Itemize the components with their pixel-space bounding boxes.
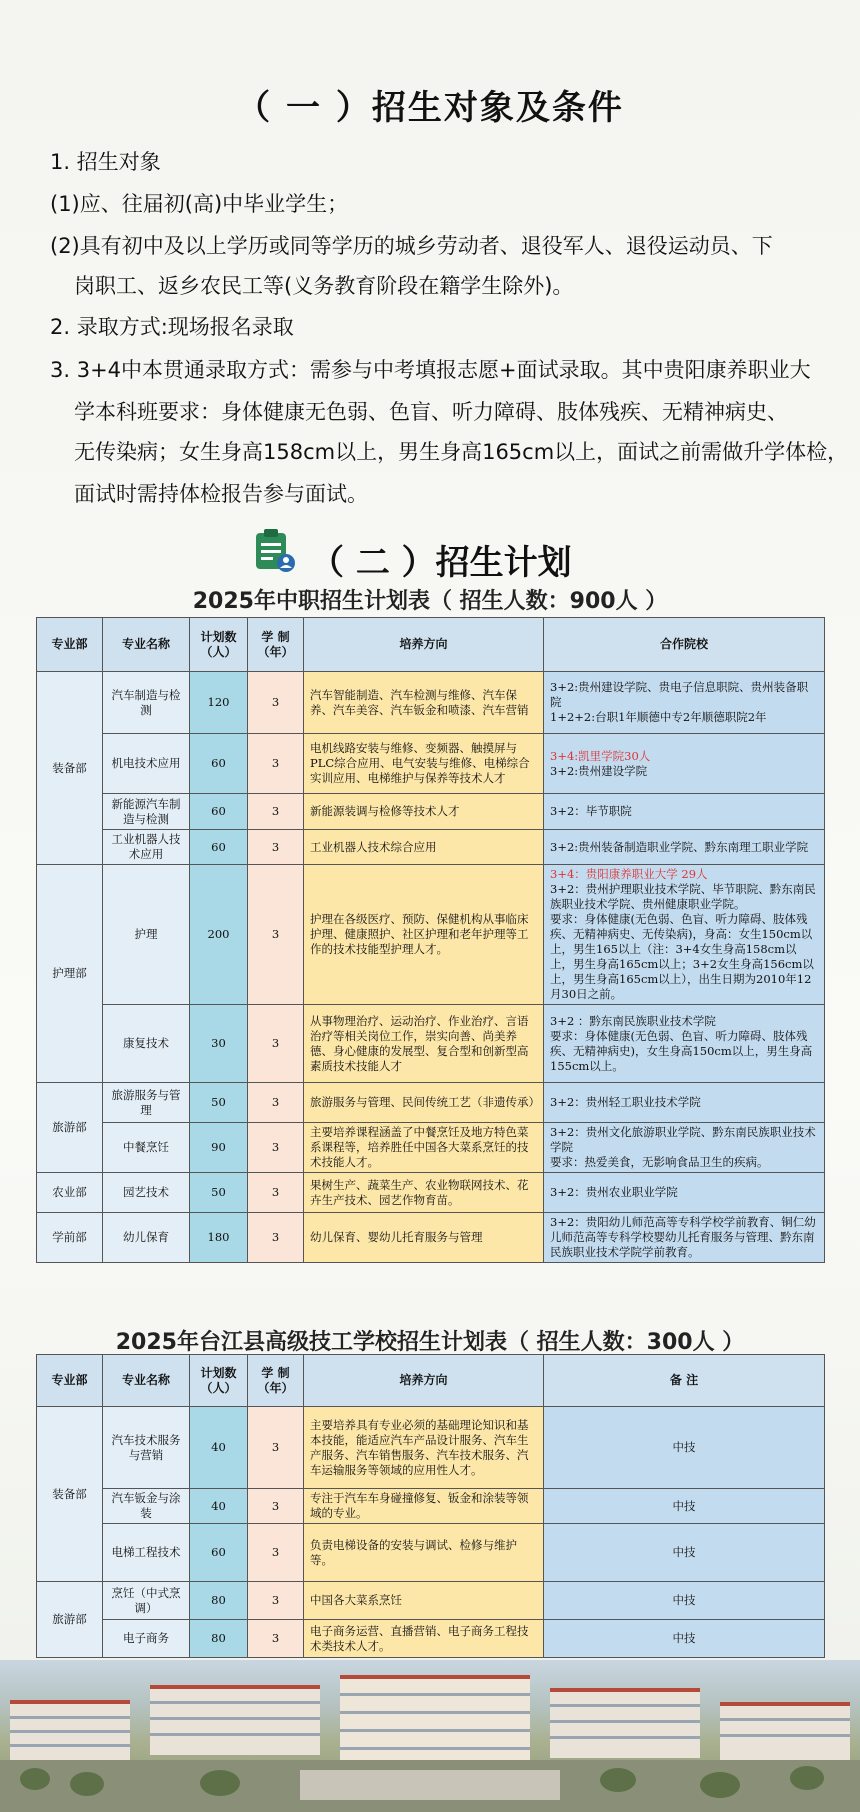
- clipboard-user-icon: [250, 527, 296, 573]
- header-direction: 培养方向: [304, 1355, 544, 1407]
- header-years: 学 制（年）: [248, 618, 304, 672]
- years-cell: 3: [248, 1213, 304, 1263]
- partner-line: 要求：身体健康(无色弱、色盲、听力障碍、肢体残疾、无精神病史、无传染病)，身高：女生150cm以上，男生165以上（注：3+4女生身高158cm以上，男生身高165cm以上；3+2女生身高156cm以上，男生身高165cm以上），出生日期为2010年12月30日之前。: [550, 912, 814, 1001]
- direction-cell: 专注于汽车车身碰撞修复、钣金和涂装等领域的专业。: [304, 1489, 544, 1524]
- direction-cell: 电机线路安装与维修、变频器、触摸屏与PLC综合应用、电气安装与维修、电梯综合实训应用、电梯维护与保养等技术人才: [304, 734, 544, 794]
- direction-cell: 工业机器人技术综合应用: [304, 830, 544, 865]
- major-name-cell: 电梯工程技术: [103, 1524, 190, 1582]
- table-row: [37, 830, 825, 865]
- partner-line: 3+2：贵州轻工职业技术学院: [550, 1095, 701, 1109]
- department-cell: 农业部: [37, 1173, 103, 1213]
- table1-title: 2025年中职招生计划表（ 招生人数：900人 ）: [192, 589, 668, 614]
- years-cell: 3: [248, 830, 304, 865]
- table-row: [37, 1123, 825, 1173]
- plan-count-cell: 60: [190, 794, 248, 830]
- partner-line: 要求：身体健康(无色弱、色盲、听力障碍、肢体残疾、无精神病史)，女生身高150cm以上，男生身高155cm以上。: [550, 1028, 813, 1073]
- department-cell: 旅游部: [37, 1582, 103, 1658]
- major-name-cell: 中餐烹饪: [103, 1123, 190, 1173]
- header-department: 专业部: [37, 618, 103, 672]
- note-cell: 中技: [544, 1524, 825, 1582]
- partner-line: 3+2:贵州装备制造职业学院、黔东南理工职业学院: [550, 839, 809, 854]
- header-plan-count: 计划数（人）: [190, 1355, 248, 1407]
- section1-line-9: 面试时需持体检报告参与面试。: [74, 482, 368, 506]
- plan-count-cell: 30: [190, 1005, 248, 1083]
- section1-title: （ 一 ）招生对象及条件: [236, 88, 624, 128]
- note-cell: 中技: [544, 1620, 825, 1658]
- major-name-cell: 护理: [103, 865, 190, 1005]
- partner-line: 1+2+2:台职1年顺德中专2年顺德职院2年: [550, 710, 767, 724]
- partner-line: 3+2:贵州建设学院: [550, 763, 648, 778]
- major-name-cell: 工业机器人技术应用: [103, 830, 190, 865]
- partner-highlight: 3+4:凯里学院30人: [550, 748, 651, 763]
- header-plan-count: 计划数（人）: [190, 618, 248, 672]
- technician-school-plan-table: [36, 1354, 825, 1658]
- plan-count-cell: 60: [190, 1524, 248, 1582]
- table-row: [37, 734, 825, 794]
- direction-cell: 新能源装调与检修等技术人才: [304, 794, 544, 830]
- table-row: [37, 1083, 825, 1123]
- partner-highlight: 3+4：贵阳康养职业大学 29人: [550, 867, 708, 881]
- partner-cell: [544, 1005, 825, 1083]
- section1-line-3: (2)具有初中及以上学历或同等学历的城乡劳动者、退役军人、退役运动员、下: [50, 234, 773, 258]
- plan-count-cell: 80: [190, 1582, 248, 1620]
- years-cell: 3: [248, 1524, 304, 1582]
- section2-title: （ 二 ）招生计划: [310, 543, 572, 583]
- partner-cell: [544, 1213, 825, 1263]
- partner-cell: [544, 865, 825, 1005]
- plan-count-cell: 90: [190, 1123, 248, 1173]
- partner-line: 要求：热爱美食，无影响食品卫生的疾病。: [550, 1155, 769, 1169]
- header-years: 学 制（年）: [248, 1355, 304, 1407]
- partner-cell: [544, 830, 825, 865]
- direction-cell: 电子商务运营、直播营销、电子商务工程技术类技术人才。: [304, 1620, 544, 1658]
- years-cell: 3: [248, 1407, 304, 1489]
- years-cell: 3: [248, 1173, 304, 1213]
- plan-count-cell: 180: [190, 1213, 248, 1263]
- table-row: [37, 1620, 825, 1658]
- section1-line-1: 1. 招生对象: [50, 150, 161, 174]
- major-name-cell: 烹饪（中式烹调）: [103, 1582, 190, 1620]
- table-row: [37, 1407, 825, 1489]
- department-cell: 旅游部: [37, 1083, 103, 1173]
- header-partner: 合作院校: [544, 618, 825, 672]
- years-cell: 3: [248, 1123, 304, 1173]
- plan-count-cell: 60: [190, 734, 248, 794]
- partner-line: 3+2:贵州建设学院、贵电子信息职院、贵州装备职院: [550, 680, 809, 709]
- section1-line-8: 无传染病；女生身高158cm以上，男生身高165cm以上，面试之前需做升学体检，: [74, 440, 849, 464]
- direction-cell: 中国各大菜系烹饪: [304, 1582, 544, 1620]
- plan-count-cell: 50: [190, 1173, 248, 1213]
- plan-count-cell: 40: [190, 1407, 248, 1489]
- partner-cell: [544, 1123, 825, 1173]
- major-name-cell: 机电技术应用: [103, 734, 190, 794]
- department-cell: 护理部: [37, 865, 103, 1083]
- years-cell: 3: [248, 734, 304, 794]
- major-name-cell: 汽车制造与检测: [103, 672, 190, 734]
- plan-count-cell: 80: [190, 1620, 248, 1658]
- direction-cell: 负责电梯设备的安装与调试、检修与维护等。: [304, 1524, 544, 1582]
- partner-line: 3+2：贵阳幼儿师范高等专科学校学前教育、铜仁幼儿师范高等专科学校婴幼儿托育服务与管理、黔东南民族职业技术学院学前教育。: [550, 1215, 816, 1259]
- direction-cell: 主要培养具有专业必须的基础理论知识和基本技能，能适应汽车产品设计服务、汽车生产服务、汽车销售服务、汽车技术服务、汽车运输服务等领域的应用性人才。: [304, 1407, 544, 1489]
- major-name-cell: 幼儿保育: [103, 1213, 190, 1263]
- header-department: 专业部: [37, 1355, 103, 1407]
- years-cell: 3: [248, 794, 304, 830]
- plan-count-cell: 40: [190, 1489, 248, 1524]
- table-row: [37, 1213, 825, 1263]
- direction-cell: 果树生产、蔬菜生产、农业物联网技术、花卉生产技术、园艺作物育苗。: [304, 1173, 544, 1213]
- direction-cell: 汽车智能制造、汽车检测与维修、汽车保养、汽车美容、汽车钣金和喷漆、汽车营销: [304, 672, 544, 734]
- major-name-cell: 新能源汽车制造与检测: [103, 794, 190, 830]
- plan-count-cell: 200: [190, 865, 248, 1005]
- partner-cell: [544, 1083, 825, 1123]
- partner-line: 3+2：贵州文化旅游职业学院、黔东南民族职业技术学院: [550, 1125, 816, 1154]
- table-row: [37, 1173, 825, 1213]
- partner-line: 3+2：贵州农业职业学院: [550, 1185, 678, 1199]
- major-name-cell: 康复技术: [103, 1005, 190, 1083]
- major-name-cell: 园艺技术: [103, 1173, 190, 1213]
- partner-line: 3+2：毕节职院: [550, 804, 632, 818]
- years-cell: 3: [248, 1489, 304, 1524]
- major-name-cell: 汽车技术服务与营销: [103, 1407, 190, 1489]
- partner-line: 3+2 ：黔东南民族职业技术学院: [550, 1013, 716, 1028]
- years-cell: 3: [248, 865, 304, 1005]
- partner-cell: [544, 1173, 825, 1213]
- major-name-cell: 旅游服务与管理: [103, 1083, 190, 1123]
- years-cell: 3: [248, 1083, 304, 1123]
- section1-line-2: (1)应、往届初(高)中毕业学生；: [50, 192, 349, 216]
- partner-cell: [544, 672, 825, 734]
- partner-cell: [544, 734, 825, 794]
- years-cell: 3: [248, 1582, 304, 1620]
- years-cell: 3: [248, 1620, 304, 1658]
- plan-count-cell: 50: [190, 1083, 248, 1123]
- partner-cell: [544, 794, 825, 830]
- major-name-cell: 电子商务: [103, 1620, 190, 1658]
- header-major: 专业名称: [103, 1355, 190, 1407]
- major-name-cell: 汽车钣金与涂装: [103, 1489, 190, 1524]
- plan-count-cell: 120: [190, 672, 248, 734]
- header-note: 备 注: [544, 1355, 825, 1407]
- note-cell: 中技: [544, 1407, 825, 1489]
- plan-count-cell: 60: [190, 830, 248, 865]
- department-cell: 装备部: [37, 1407, 103, 1582]
- table-row: [37, 865, 825, 1005]
- note-cell: 中技: [544, 1489, 825, 1524]
- department-cell: 装备部: [37, 672, 103, 865]
- section1-line-7: 学本科班要求：身体健康无色弱、色盲、听力障碍、肢体残疾、无精神病史、: [74, 400, 788, 424]
- note-cell: 中技: [544, 1582, 825, 1620]
- direction-cell: 旅游服务与管理、民间传统工艺（非遗传承）: [304, 1083, 544, 1123]
- header-direction: 培养方向: [304, 618, 544, 672]
- partner-line: 3+2：贵州护理职业技术学院、毕节职院、黔东南民族职业技术学院、贵州健康职业学院。: [550, 882, 816, 911]
- table-row: [37, 1524, 825, 1582]
- direction-cell: 幼儿保育、婴幼儿托育服务与管理: [304, 1213, 544, 1263]
- years-cell: 3: [248, 672, 304, 734]
- department-cell: 学前部: [37, 1213, 103, 1263]
- direction-cell: 护理在各级医疗、预防、保健机构从事临床护理、健康照护、社区护理和老年护理等工作的技术技能型护理人才。: [304, 865, 544, 1005]
- enrollment-plan-table: [36, 617, 825, 1263]
- section1-line-4: 岗职工、返乡农民工等(义务教育阶段在籍学生除外)。: [74, 274, 574, 298]
- section1-line-5: 2. 录取方式:现场报名录取: [50, 315, 294, 339]
- years-cell: 3: [248, 1005, 304, 1083]
- table-row: [37, 1005, 825, 1083]
- table-row: [37, 672, 825, 734]
- table-row: [37, 1489, 825, 1524]
- direction-cell: 从事物理治疗、运动治疗、作业治疗、言语治疗等相关岗位工作，崇实向善、尚美养德、身心健康的发展型、复合型和创新型高素质技术技能人才: [304, 1005, 544, 1083]
- section1-line-6: 3. 3+4中本贯通录取方式：需参与中考填报志愿+面试录取。其中贵阳康养职业大: [50, 358, 811, 382]
- header-major: 专业名称: [103, 618, 190, 672]
- table-row: [37, 1582, 825, 1620]
- direction-cell: 主要培养课程涵盖了中餐烹饪及地方特色菜系课程等，培养胜任中国各大菜系烹饪的技术技能人才。: [304, 1123, 544, 1173]
- campus-aerial-photo: [0, 1660, 860, 1812]
- table2-title: 2025年台江县高级技工学校招生计划表（ 招生人数：300人 ）: [115, 1330, 745, 1355]
- table-row: [37, 794, 825, 830]
